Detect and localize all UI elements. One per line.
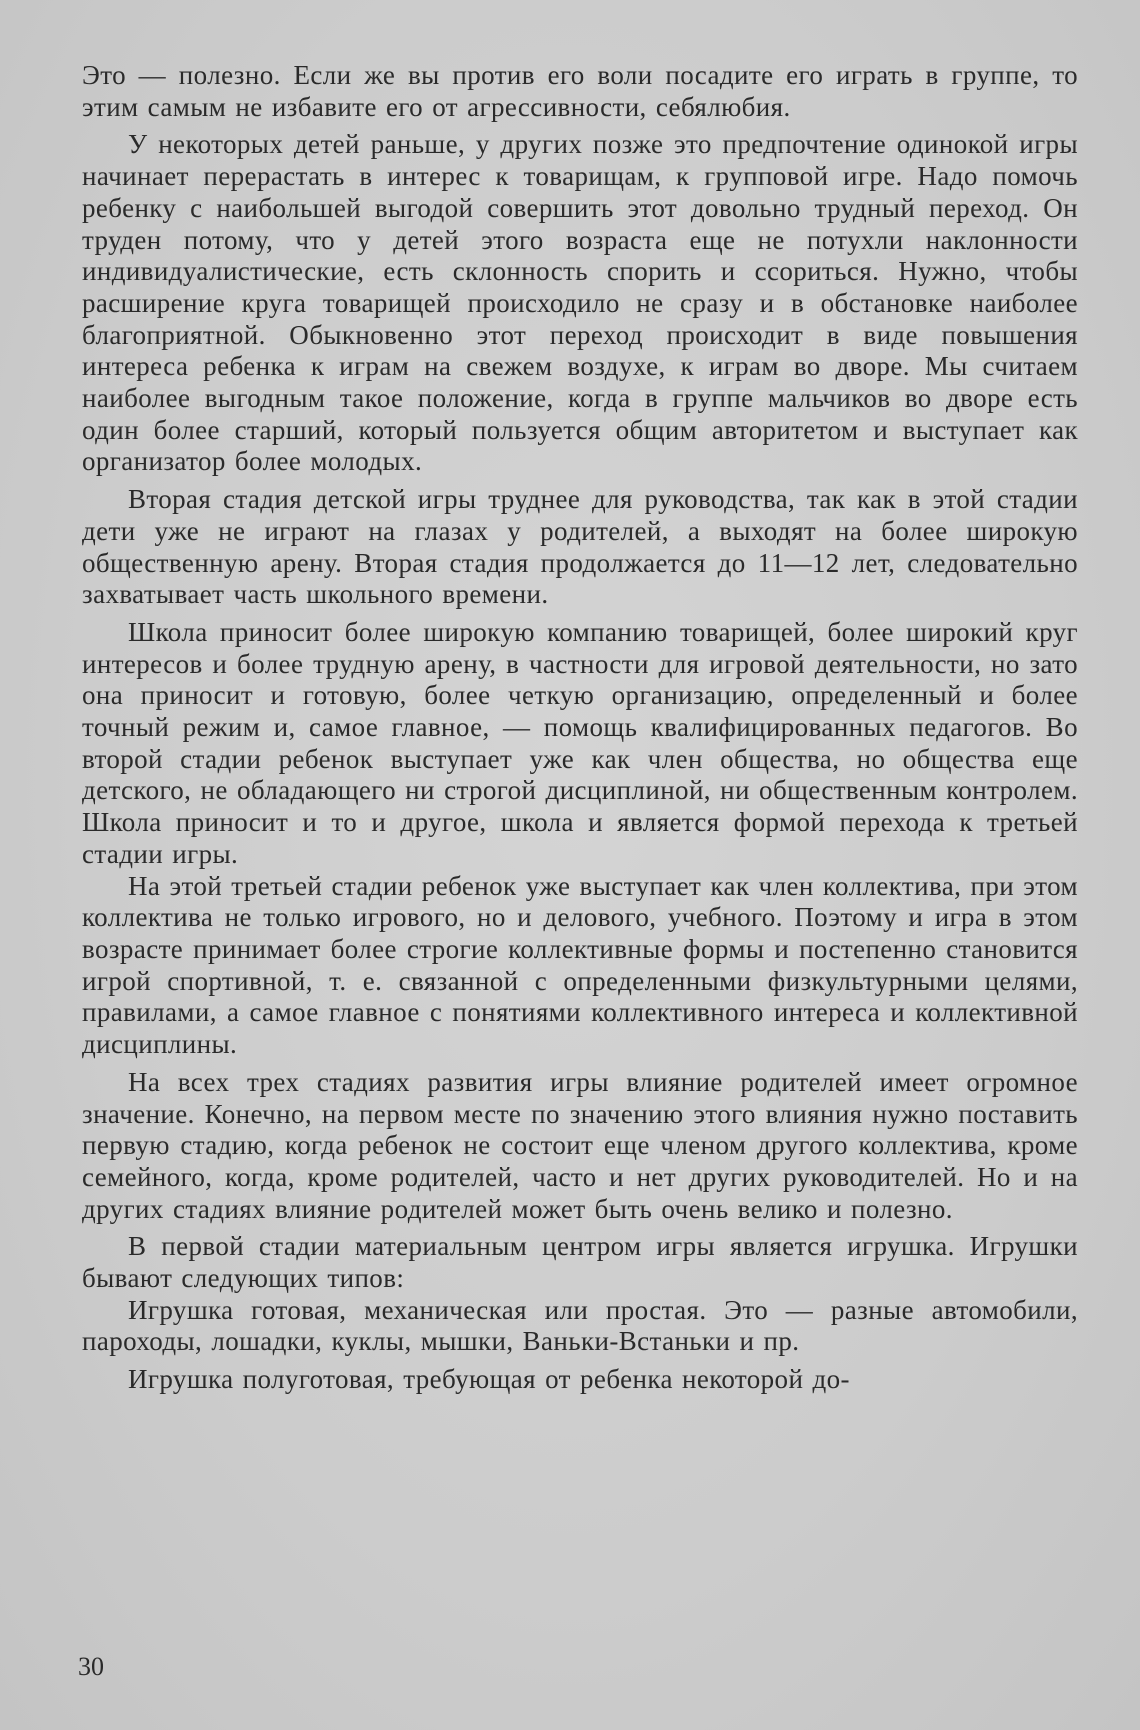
paragraph: Игрушка готовая, механическая или простая. Это — разные автомобили, пароходы, лошадки, куклы, мышки, Ваньки-Встаньки и пр. <box>82 1294 1078 1357</box>
paragraph: На этой третьей стадии ребенок уже выступает как член коллектива, при этом коллектива не только игрового, но и делового, учебного. Поэтому и игра в этом возрасте принимает более строгие коллективные формы и постепенно становится игрой спортивной, т. е. связанной с определенными физкультурными целями, правилами, а самое главное с понятиями коллективного интереса и коллективной дисциплины. <box>82 870 1078 1060</box>
paragraph: В первой стадии материальным центром игры является игрушка. Игрушки бывают следующих типов: <box>82 1231 1078 1294</box>
paragraph: Игрушка полуготовая, требующая от ребенка некоторой до- <box>128 1364 850 1395</box>
paragraph: На всех трех стадиях развития игры влияние родителей имеет огромное значение. Конечно, на первом месте по значению этого влияния нужно поставить первую стадию, когда ребенок не состоит еще членом другого коллектива, кроме семейного, когда, кроме родителей, часто и нет других руководителей. Но и на других стадиях влияние родителей может быть очень велико и полезно. <box>82 1066 1078 1224</box>
page-number: 30 <box>78 1652 104 1681</box>
body-text <box>82 60 1078 1396</box>
paragraph: У некоторых детей раньше, у других позже это предпочтение одинокой игры начинает перерастать в интерес к товарищам, к групповой игре. Надо помочь ребенку с наибольшей выгодой совершить этот довольно трудный переход. Он труден потому, что у детей этого возраста еще не потухли наклонности индивидуалистические, есть склонность спорить и ссориться. Нужно, чтобы расширение круга товарищей происходило не сразу и в обстановке наиболее благоприятной. Обыкновенно этот переход происходит в виде повышения интереса ребенка к играм на свежем воздухе, к играм во дворе. Мы считаем наиболее выгодным такое положение, когда в группе мальчиков во дворе есть один более старший, который пользуется общим авторитетом и выступает как организатор более молодых. <box>82 129 1078 477</box>
paragraph: Школа приносит более широкую компанию товарищей, более широкий круг интересов и более трудную арену, в частности для игровой деятельности, но зато она приносит и готовую, более четкую организацию, определенный и более точный режим и, самое главное, — помощь квалифицированных педагогов. Во второй стадии ребенок выступает уже как член общества, но общества еще детского, не обладающего ни строгой дисциплиной, ни общественным контролем. Школа приносит и то и другое, школа и является формой перехода к третьей стадии игры. <box>82 616 1078 869</box>
paragraph: Это — полезно. Если же вы против его воли посадите его играть в группе, то этим самым не избавите его от агрессивности, себялюбия. <box>82 60 1078 122</box>
paragraph: Вторая стадия детской игры труднее для руководства, так как в этой стадии дети уже не играют на глазах у родителей, а выходят на более широкую общественную арену. Вторая стадия продолжается до 11—12 лет, следовательно захватывает часть школьного времени. <box>82 484 1078 610</box>
